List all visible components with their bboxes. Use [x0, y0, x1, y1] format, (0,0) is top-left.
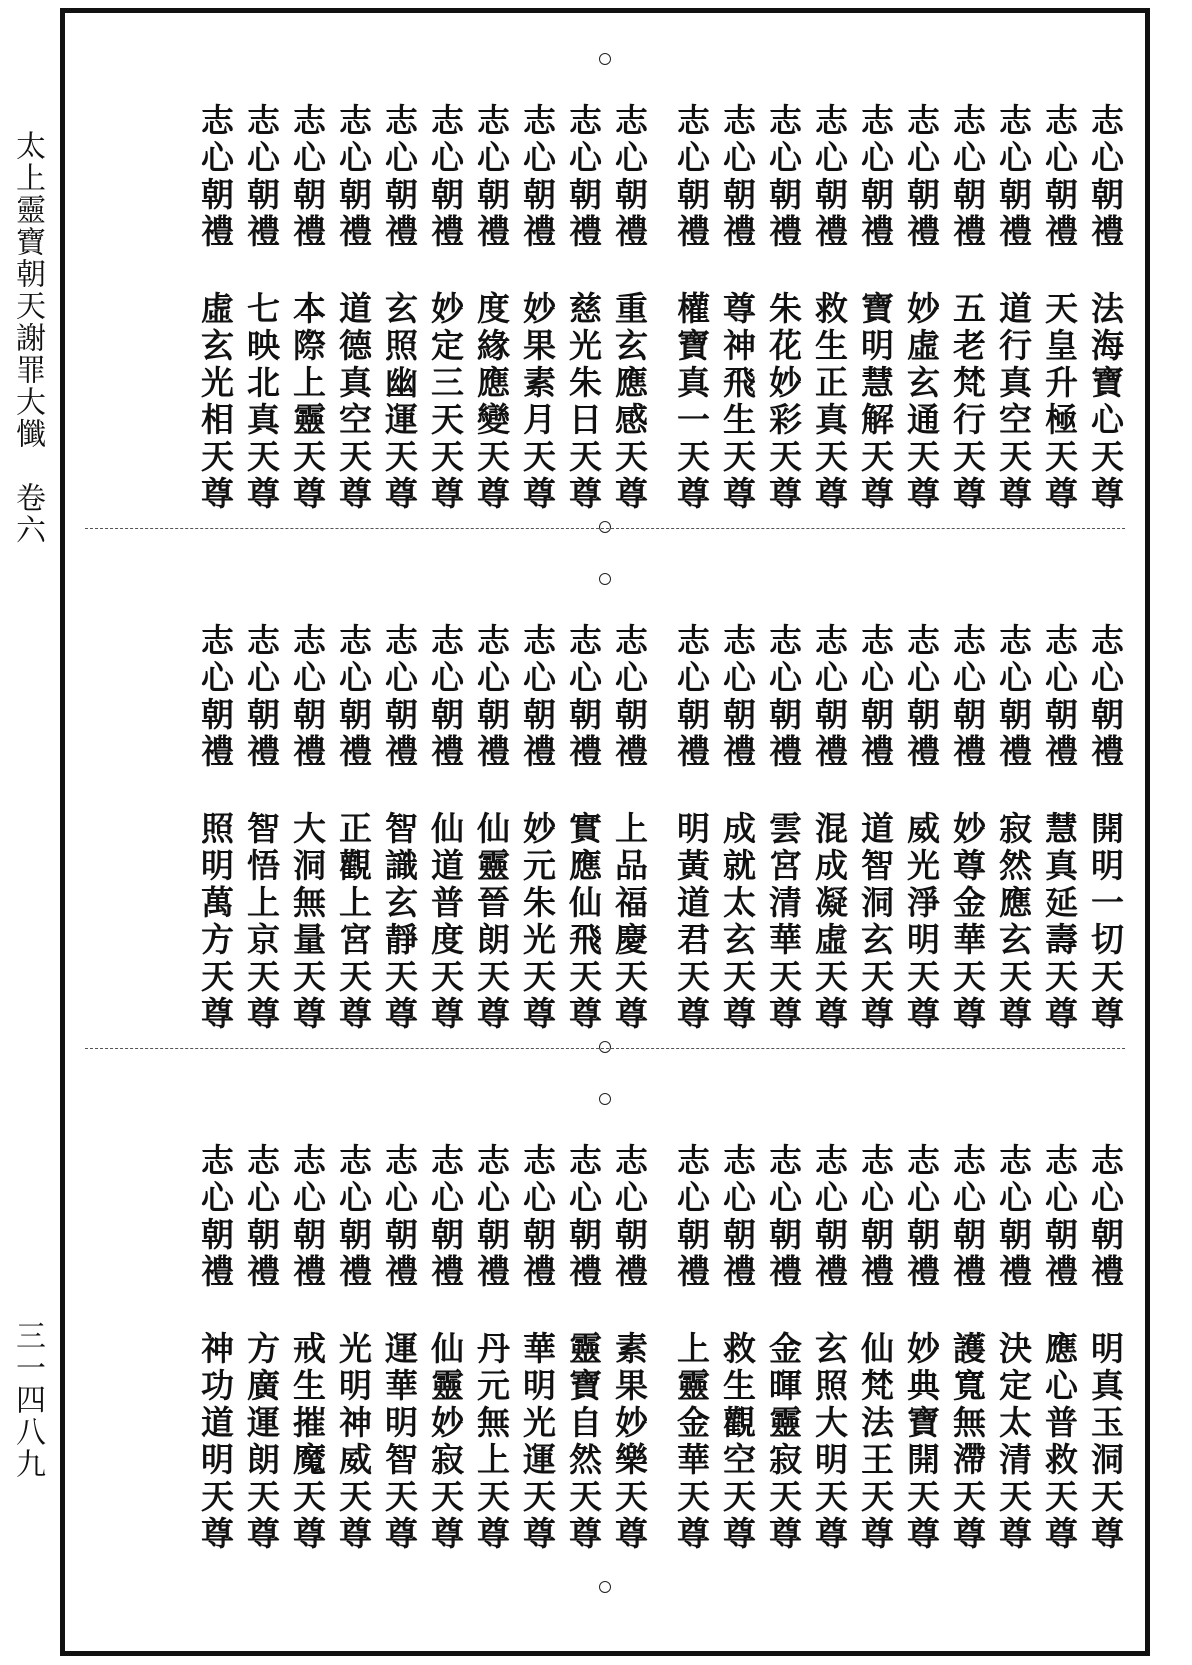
entry-column [717, 1143, 757, 1553]
deity-name: 玄照大明天尊 [810, 1331, 849, 1553]
entry-prefix: 志心朝禮 [564, 103, 603, 251]
deity-name: 威光淨明天尊 [902, 811, 941, 1033]
entry-prefix: 志心朝禮 [518, 1143, 557, 1291]
circle-mark [599, 1041, 611, 1053]
entry-prefix: 志心朝禮 [994, 1143, 1033, 1291]
fold-divider [85, 528, 1125, 529]
entry-prefix: 志心朝禮 [856, 103, 895, 251]
entry-prefix: 志心朝禮 [1040, 103, 1079, 251]
entry-prefix: 志心朝禮 [994, 103, 1033, 251]
entry-column [947, 1143, 987, 1553]
entry-prefix: 志心朝禮 [610, 1143, 649, 1291]
deity-name: 華明光運天尊 [518, 1331, 557, 1553]
deity-name: 仙靈晉朗天尊 [472, 811, 511, 1033]
deity-name: 正觀上宮天尊 [334, 811, 373, 1033]
entry-prefix: 志心朝禮 [426, 623, 465, 771]
entry-prefix: 志心朝禮 [764, 1143, 803, 1291]
entry-prefix: 志心朝禮 [380, 1143, 419, 1291]
deity-name: 妙典寶開天尊 [902, 1331, 941, 1553]
deity-name: 道行真空天尊 [994, 291, 1033, 513]
deity-name: 明黃道君天尊 [672, 811, 711, 1033]
deity-name: 雲宮清華天尊 [764, 811, 803, 1033]
entry-column [517, 1143, 557, 1553]
entry-column [241, 1143, 281, 1553]
entry-column [333, 1143, 373, 1553]
deity-name: 妙定三天天尊 [426, 291, 465, 513]
circle-mark [599, 1581, 611, 1593]
circle-mark [599, 53, 611, 65]
entry-column [609, 1143, 649, 1553]
deity-name: 權寶真一天尊 [672, 291, 711, 513]
entry-prefix: 志心朝禮 [856, 623, 895, 771]
entry-column [717, 623, 757, 1033]
entry-prefix: 志心朝禮 [948, 103, 987, 251]
entry-prefix: 志心朝禮 [948, 623, 987, 771]
entry-column [1039, 623, 1079, 1033]
entry-column [425, 1143, 465, 1553]
entry-prefix: 志心朝禮 [518, 103, 557, 251]
entry-column [809, 623, 849, 1033]
deity-name: 道智洞玄天尊 [856, 811, 895, 1033]
entry-prefix: 志心朝禮 [426, 103, 465, 251]
entry-prefix: 志心朝禮 [242, 1143, 281, 1291]
entry-prefix: 志心朝禮 [196, 103, 235, 251]
entry-prefix: 志心朝禮 [564, 1143, 603, 1291]
entry-prefix: 志心朝禮 [1040, 1143, 1079, 1291]
entry-prefix: 志心朝禮 [902, 1143, 941, 1291]
deity-name: 救生觀空天尊 [718, 1331, 757, 1553]
entry-prefix: 志心朝禮 [426, 1143, 465, 1291]
deity-name: 度緣應變天尊 [472, 291, 511, 513]
deity-name: 仙靈妙寂天尊 [426, 1331, 465, 1553]
entry-column [425, 103, 465, 513]
deity-name: 智悟上京天尊 [242, 811, 281, 1033]
entry-prefix: 志心朝禮 [334, 103, 373, 251]
deity-name: 照明萬方天尊 [196, 811, 235, 1033]
entry-column [195, 1143, 235, 1553]
entry-column [947, 623, 987, 1033]
entry-prefix: 志心朝禮 [856, 1143, 895, 1291]
panel-2 [65, 563, 1145, 1063]
entry-column [993, 1143, 1033, 1553]
deity-name: 妙虛玄通天尊 [902, 291, 941, 513]
entry-prefix: 志心朝禮 [1040, 623, 1079, 771]
panel-3 [65, 1083, 1145, 1603]
deity-name: 慈光朱日天尊 [564, 291, 603, 513]
entry-column [855, 623, 895, 1033]
deity-name: 明真玉洞天尊 [1086, 1331, 1125, 1553]
deity-name: 慧真延壽天尊 [1040, 811, 1079, 1033]
entry-prefix: 志心朝禮 [764, 623, 803, 771]
deity-name: 法海寶心天尊 [1086, 291, 1125, 513]
entry-column [471, 103, 511, 513]
entry-column [287, 103, 327, 513]
entry-prefix: 志心朝禮 [718, 103, 757, 251]
entry-column [517, 623, 557, 1033]
deity-name: 重玄應感天尊 [610, 291, 649, 513]
entry-column [425, 623, 465, 1033]
entry-column [671, 623, 711, 1033]
entry-prefix: 志心朝禮 [334, 623, 373, 771]
entry-column [947, 103, 987, 513]
deity-name: 天皇升極天尊 [1040, 291, 1079, 513]
deity-name: 本際上靈天尊 [288, 291, 327, 513]
deity-name: 混成凝虛天尊 [810, 811, 849, 1033]
entry-column [195, 103, 235, 513]
deity-name: 妙果素月天尊 [518, 291, 557, 513]
entry-column [763, 103, 803, 513]
entry-prefix: 志心朝禮 [718, 623, 757, 771]
entry-column [471, 1143, 511, 1553]
deity-name: 運華明智天尊 [380, 1331, 419, 1553]
column-gap [655, 623, 665, 1033]
entry-column [855, 103, 895, 513]
entry-prefix: 志心朝禮 [472, 103, 511, 251]
entry-column [717, 103, 757, 513]
page-frame [60, 8, 1150, 1656]
circle-mark [599, 1093, 611, 1105]
entry-column [333, 103, 373, 513]
entry-prefix: 志心朝禮 [196, 1143, 235, 1291]
entry-prefix: 志心朝禮 [994, 623, 1033, 771]
entry-prefix: 志心朝禮 [610, 623, 649, 771]
entry-prefix: 志心朝禮 [472, 623, 511, 771]
entry-column [333, 623, 373, 1033]
entry-prefix: 志心朝禮 [380, 623, 419, 771]
deity-name: 寂然應玄天尊 [994, 811, 1033, 1033]
entry-prefix: 志心朝禮 [1086, 103, 1125, 251]
deity-name: 光明神威天尊 [334, 1331, 373, 1553]
entry-prefix: 志心朝禮 [564, 623, 603, 771]
margin-title: 太上靈寶朝天謝罪大懺 卷六 [10, 130, 45, 546]
deity-name: 實應仙飛天尊 [564, 811, 603, 1033]
entry-column [287, 623, 327, 1033]
entry-column [563, 1143, 603, 1553]
entry-column [901, 1143, 941, 1553]
entry-column [241, 103, 281, 513]
deity-name: 戒生摧魔天尊 [288, 1331, 327, 1553]
entry-column [563, 103, 603, 513]
circle-mark [599, 573, 611, 585]
entry-column [609, 103, 649, 513]
entry-prefix: 志心朝禮 [672, 1143, 711, 1291]
deity-name: 方廣運朗天尊 [242, 1331, 281, 1553]
entry-column [195, 623, 235, 1033]
entry-prefix: 志心朝禮 [810, 103, 849, 251]
deity-name: 仙梵法王天尊 [856, 1331, 895, 1553]
entry-column [671, 103, 711, 513]
deity-name: 上品福慶天尊 [610, 811, 649, 1033]
entry-prefix: 志心朝禮 [902, 103, 941, 251]
entry-column [563, 623, 603, 1033]
entry-prefix: 志心朝禮 [764, 103, 803, 251]
entry-prefix: 志心朝禮 [610, 103, 649, 251]
entry-prefix: 志心朝禮 [672, 623, 711, 771]
entry-column [241, 623, 281, 1033]
entry-prefix: 志心朝禮 [196, 623, 235, 771]
deity-name: 應心普救天尊 [1040, 1331, 1079, 1553]
deity-name: 智識玄靜天尊 [380, 811, 419, 1033]
deity-name: 決定太清天尊 [994, 1331, 1033, 1553]
entry-column [379, 103, 419, 513]
entry-prefix: 志心朝禮 [518, 623, 557, 771]
deity-name: 寶明慧解天尊 [856, 291, 895, 513]
deity-name: 開明一切天尊 [1086, 811, 1125, 1033]
circle-mark [599, 521, 611, 533]
entry-prefix: 志心朝禮 [242, 103, 281, 251]
margin-page-number: 三一四八九 [10, 1320, 45, 1480]
entry-prefix: 志心朝禮 [242, 623, 281, 771]
deity-name: 虛玄光相天尊 [196, 291, 235, 513]
entry-prefix: 志心朝禮 [1086, 623, 1125, 771]
entry-prefix: 志心朝禮 [672, 103, 711, 251]
deity-name: 妙尊金華天尊 [948, 811, 987, 1033]
deity-name: 尊神飛生天尊 [718, 291, 757, 513]
entry-prefix: 志心朝禮 [288, 1143, 327, 1291]
entry-column [809, 103, 849, 513]
entry-column [379, 623, 419, 1033]
entry-column [993, 623, 1033, 1033]
entry-column [901, 623, 941, 1033]
entry-column [379, 1143, 419, 1553]
entry-prefix: 志心朝禮 [718, 1143, 757, 1291]
entry-prefix: 志心朝禮 [472, 1143, 511, 1291]
entry-prefix: 志心朝禮 [380, 103, 419, 251]
fold-divider [85, 1048, 1125, 1049]
panel-1 [65, 43, 1145, 543]
entry-column [809, 1143, 849, 1553]
column-gap [655, 103, 665, 513]
deity-name: 玄照幽運天尊 [380, 291, 419, 513]
entry-prefix: 志心朝禮 [288, 103, 327, 251]
entry-prefix: 志心朝禮 [334, 1143, 373, 1291]
deity-name: 道德真空天尊 [334, 291, 373, 513]
deity-name: 金暉靈寂天尊 [764, 1331, 803, 1553]
deity-name: 仙道普度天尊 [426, 811, 465, 1033]
deity-name: 素果妙樂天尊 [610, 1331, 649, 1553]
entry-column [1039, 103, 1079, 513]
entry-column [763, 623, 803, 1033]
entry-column [471, 623, 511, 1033]
entry-prefix: 志心朝禮 [810, 1143, 849, 1291]
deity-name: 成就太玄天尊 [718, 811, 757, 1033]
entry-column [1039, 1143, 1079, 1553]
deity-name: 大洞無量天尊 [288, 811, 327, 1033]
entry-prefix: 志心朝禮 [902, 623, 941, 771]
entry-columns [195, 623, 1125, 1033]
deity-name: 神功道明天尊 [196, 1331, 235, 1553]
entry-columns [195, 1143, 1125, 1553]
deity-name: 護寬無滯天尊 [948, 1331, 987, 1553]
entry-column [1085, 103, 1125, 513]
entry-column [855, 1143, 895, 1553]
entry-column [671, 1143, 711, 1553]
deity-name: 五老梵行天尊 [948, 291, 987, 513]
entry-column [993, 103, 1033, 513]
entry-column [1085, 1143, 1125, 1553]
column-gap [655, 1143, 665, 1553]
deity-name: 救生正真天尊 [810, 291, 849, 513]
deity-name: 朱花妙彩天尊 [764, 291, 803, 513]
deity-name: 靈寶自然天尊 [564, 1331, 603, 1553]
deity-name: 丹元無上天尊 [472, 1331, 511, 1553]
deity-name: 上靈金華天尊 [672, 1331, 711, 1553]
entry-prefix: 志心朝禮 [948, 1143, 987, 1291]
entry-column [901, 103, 941, 513]
entry-column [287, 1143, 327, 1553]
entry-columns [195, 103, 1125, 513]
entry-column [1085, 623, 1125, 1033]
deity-name: 妙元朱光天尊 [518, 811, 557, 1033]
entry-prefix: 志心朝禮 [810, 623, 849, 771]
entry-prefix: 志心朝禮 [1086, 1143, 1125, 1291]
entry-column [517, 103, 557, 513]
entry-prefix: 志心朝禮 [288, 623, 327, 771]
deity-name: 七映北真天尊 [242, 291, 281, 513]
entry-column [763, 1143, 803, 1553]
entry-column [609, 623, 649, 1033]
